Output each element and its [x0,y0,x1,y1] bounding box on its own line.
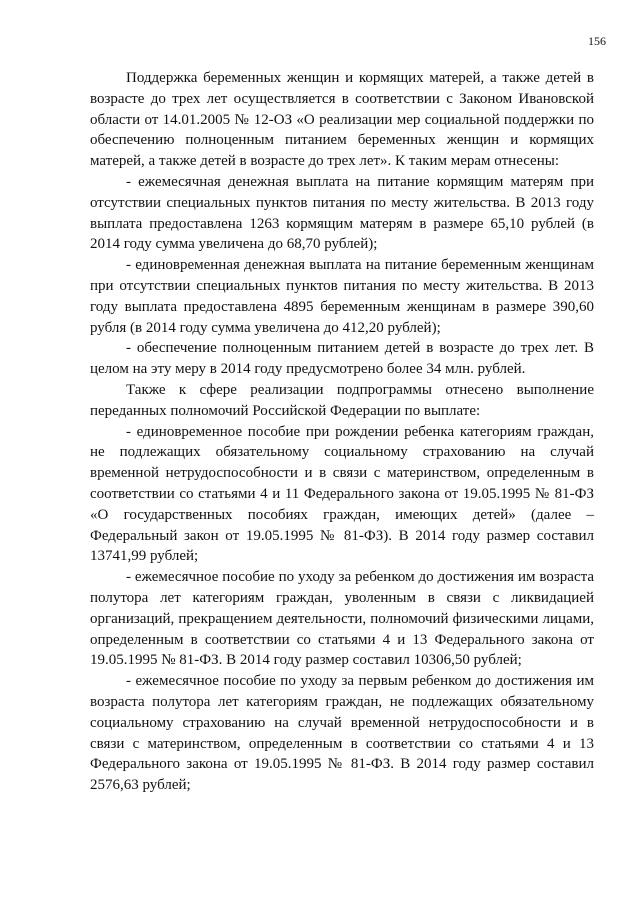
paragraph: - ежемесячное пособие по уходу за первым ребенком до достижения им возраста полутора лет категориям граждан, не подлежащих обязательному социальному страхованию на случай временной нетрудоспособности и в связи с материнством, определенным в соответствии со статьями 4 и 13 Федерального закона от 19.05.1995 № 81-ФЗ. В 2014 году размер составил 2576,63 рублей; [90,673,594,794]
paragraph: - единовременное пособие при рождении ребенка категориям граждан, не подлежащих обязательному социальному страхованию на случай временной нетрудоспособности и в связи с материнством, определенным в соответствии со статьями 4 и 11 Федерального закона от 19.05.1995 № 81-ФЗ «О государственных пособиях граждан, имеющих детей» (далее – Федеральный закон от 19.05.1995 № 81-ФЗ). В 2014 году размер составил 13741,99 рублей; [90,423,594,565]
paragraph: - обеспечение полноценным питанием детей в возрасте до трех лет. В целом на эту меру в 2014 году предусмотрено более 34 млн. рублей. [90,340,594,378]
paragraph: - единовременная денежная выплата на питание беременным женщинам при отсутствии специальных пунктов питания по месту жительства. В 2013 году выплата предоставлена 4895 беременным женщинам в размере 390,60 рубля (в 2014 году сумма увеличена до 412,20 рублей); [90,257,594,336]
document-body [90,68,594,796]
page-number: 156 [588,34,606,48]
paragraph: Поддержка беременных женщин и кормящих матерей, а также детей в возрасте до трех лет осуществляется в соответствии с Законом Ивановской области от 14.01.2005 № 12-ОЗ «О реализации мер социальной поддержки по обеспечению полноценным питанием беременных женщин и кормящих матерей, а также детей в возрасте до трех лет». К таким мерам отнесены: [90,70,594,170]
paragraph: - ежемесячное пособие по уходу за ребенком до достижения им возраста полутора лет категориям граждан, уволенным в связи с ликвидацией организаций, прекращением деятельности, полномочий физическими лицами, определенным в соответствии со статьями 4 и 13 Федерального закона от 19.05.1995 № 81-ФЗ. В 2014 году размер составил 10306,50 рублей; [90,569,594,669]
paragraph: Также к сфере реализации подпрограммы отнесено выполнение переданных полномочий Российской Федерации по выплате: [90,381,594,419]
paragraph: - ежемесячная денежная выплата на питание кормящим матерям при отсутствии специальных пунктов питания по месту жительства. В 2013 году выплата предоставлена 1263 кормящим матерям в размере 65,10 рублей (в 2014 году сумма увеличена до 68,70 рублей); [90,173,594,253]
